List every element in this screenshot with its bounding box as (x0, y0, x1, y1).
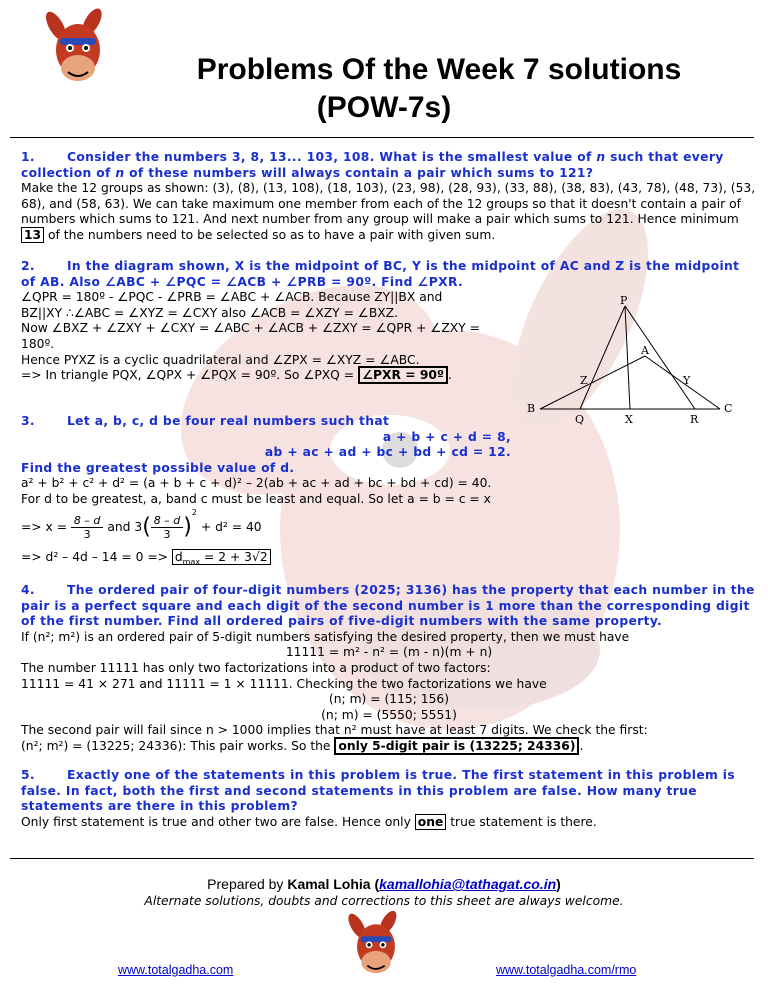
close-paren-icon: ) (183, 514, 192, 540)
line-pq (580, 306, 625, 409)
problem-3-answer-var: d (174, 549, 183, 564)
problem-4-line-8-text: (n²; m²) = (13225; 24336): This pair works. So the (21, 738, 335, 753)
problem-2-line-6-text: => In triangle PQX, ∠QPX + ∠PQX = 90º. So ∠PXQ = (21, 368, 358, 383)
problem-2-line-5: Hence PYXZ is a cyclic quadrilateral and ∠ZPX = ∠XYZ = ∠ABC. (21, 352, 420, 367)
problem-4-line-8 (21, 739, 757, 755)
footer-note: Alternate solutions, doubts and corrections to this sheet are always welcome. (144, 894, 624, 908)
page-subtitle: (POW-7s) (316, 91, 452, 124)
problem-2-line-2: BZ||XY ∴∠ABC = ∠XYZ = ∠CXY also ∠ACB = ∠XZY = ∠BXZ. (21, 305, 399, 320)
divider-bottom (10, 858, 754, 859)
problem-2-line-4: 180º. (21, 336, 55, 351)
problem-4-line-3: The number 11111 has only two factorizations into a product of two factors: (21, 660, 491, 675)
problem-5-answer (21, 815, 757, 831)
problem-3-line-2: For d to be greatest, a, band c must be least and equal. So let a = b = c = x (21, 491, 491, 506)
problem-1-question-text-a: Consider the numbers 3, 8, 13... 103, 108. What is the smallest value of (67, 150, 597, 164)
footer-link-home[interactable]: www.totalgadha.com (118, 963, 234, 977)
fraction-sq-denominator: 3 (163, 527, 171, 541)
problem-3-question (21, 414, 757, 476)
problem-4-line-7: The second pair will fail since n > 1000 implies that n² must have at least 7 digits. We check the first: (21, 723, 648, 738)
problem-4-question (21, 583, 757, 630)
footer-email-link[interactable]: kamallohia@tathagat.co.in (379, 876, 557, 892)
problem-1-answer-box: 13 (21, 227, 44, 243)
problem-2-line-6-end: . (447, 368, 452, 383)
footer-prepared-by: Prepared by (207, 876, 288, 892)
problem-4-line-6: (n; m) = (5550; 5551) (321, 707, 457, 722)
label-r: R (690, 413, 699, 426)
fraction-x-denominator: 3 (83, 527, 91, 541)
problem-3-answer-value: = 2 + 3√2 (200, 549, 268, 564)
fraction-x-numerator: 8 – d (71, 514, 103, 528)
problem-3-answer-box (172, 549, 271, 565)
problem-3 (21, 414, 757, 565)
problem-4-line-4: 11111 = 41 × 271 and 11111 = 1 × 11111. Checking the two factorizations we have (21, 676, 547, 691)
problem-3-line-3 (21, 508, 757, 544)
fraction-sq (151, 514, 183, 541)
problem-4-line-2: 11111 = m² - n² = (m - n)(m + n) (285, 645, 493, 660)
problem-1-var-n2: n (115, 165, 125, 180)
footer-credit (0, 876, 768, 892)
problem-4-line-8-end: . (579, 738, 584, 753)
problem-2-number: 2. (21, 259, 35, 273)
problem-1-question-text-c: of these numbers will always contain a pair which sums to 121? (124, 165, 594, 180)
label-q: Q (575, 413, 585, 426)
fraction-sq-numerator: 8 – d (151, 514, 183, 528)
problem-4-question-text: The ordered pair of four-digit numbers (2025; 3136) has the property that each number in the pair is a perfect square and each digit of the second number is 1 more than the corresponding digit of the first number. Find all ordered pairs of five-digit numbers with the same property. (21, 583, 755, 629)
problem-2-line-3: Now ∠BXZ + ∠ZXY + ∠CXY = ∠ABC + ∠ACB + ∠ZXY = ∠QPR + ∠ZXY = (21, 321, 480, 336)
footer-author: Kamal Lohia (287, 876, 371, 892)
label-x: X (625, 413, 633, 426)
problem-1-var-n: n (596, 150, 606, 164)
problem-1-question (21, 150, 757, 181)
problem-3-equation-1: a + b + c + d = 8, (382, 429, 511, 444)
label-p: P (620, 294, 628, 307)
problem-1-question-text-b: such that every collection of (21, 150, 724, 180)
problem-5-answer-text-b: true statement is there. (446, 814, 597, 829)
problem-1-answer-text-a: Make the 12 groups as shown: (3), (8), (13, 108), (18, 103), (23, 98), (28, 93), (33, 88), (38, 83), (43, 78), (48, 73), (53, 68), and (58, 63). We can take maximum one member from each of the 12 groups so that it doesn't contain a pair of numbers which sums to 121. And next number from any group will make a pair which sums to 121. Hence minimum (21, 181, 756, 227)
problem-2-line-1: ∠QPR = 180º - ∠PQC - ∠PRB = ∠ABC + ∠ACB. Because ZY||BX and (21, 290, 443, 305)
open-paren-icon: ( (142, 514, 151, 540)
triangle-diagram (520, 294, 760, 429)
footer-open-paren: ( (370, 876, 380, 892)
label-a: A (641, 344, 649, 357)
problem-5-number: 5. (21, 768, 35, 782)
problem-3-number: 3. (21, 414, 35, 428)
donkey-mascot-icon (345, 910, 407, 978)
problem-5-answer-text-a: Only first statement is true and other two are false. Hence only (21, 814, 415, 829)
fraction-x (71, 514, 103, 541)
line-px (625, 306, 630, 409)
problem-1-answer-text-b: of the numbers need to be selected so as to have a pair with given sum. (44, 227, 496, 242)
problem-3-question-text: Let a, b, c, d be four real numbers such that (67, 414, 390, 428)
problem-5 (21, 768, 757, 830)
problem-4-line-1: If (n²; m²) is an ordered pair of 5-digit numbers satisfying the desired property, then we must have (21, 629, 630, 644)
problem-2-question-text: In the diagram shown, X is the midpoint of BC, Y is the midpoint of AC and Z is the midpoint of AB. Also ∠ABC + ∠PQC = ∠ACB + ∠PRB = 90º. Find ∠PXR. (21, 259, 740, 289)
problem-5-question-text: Exactly one of the statements in this problem is true. The first statement in this problem is false. In fact, both the first and second statements in this problem are false. How many true statements are there in this problem? (21, 768, 736, 814)
divider-top (10, 137, 754, 138)
label-z: Z (580, 374, 588, 387)
problem-5-question (21, 768, 757, 815)
label-b: B (527, 402, 536, 415)
problem-3-answer-sub: max (182, 557, 201, 567)
label-y: Y (683, 374, 691, 387)
problem-3-equation-2: ab + ac + ad + bc + bd + cd = 12. (264, 445, 511, 460)
problem-3-line-1: a² + b² + c² + d² = (a + b + c + d)² – 2(ab + ac + ad + bc + bd + cd) = 40. (21, 476, 492, 491)
problem-5-answer-box: one (415, 814, 447, 830)
footer-close-paren: ) (556, 876, 561, 892)
problem-3-line-4-text: => d² – 4d – 14 = 0 => (21, 549, 172, 564)
footer-link-rmo[interactable]: www.totalgadha.com/rmo (496, 963, 637, 977)
page-title: Problems Of the Week 7 solutions (196, 53, 682, 86)
problem-3-line-3-pre: => x = (21, 519, 71, 534)
problem-3-answer (21, 476, 757, 565)
line-pr (625, 306, 695, 409)
problem-3-line-3-post: + d² = 40 (200, 519, 262, 534)
problem-1-answer (21, 181, 757, 243)
problem-4-line-5: (n; m) = (115; 156) (328, 692, 450, 707)
problem-4-number: 4. (21, 583, 35, 597)
problem-1 (21, 150, 757, 244)
problem-2-answer-box: ∠PXR = 90º (358, 366, 448, 384)
problem-3-question-end: Find the greatest possible value of d. (21, 460, 295, 475)
problem-4-answer (21, 630, 757, 755)
problem-2-question (21, 259, 757, 290)
problem-3-exponent: 2 (191, 508, 197, 518)
problem-1-number: 1. (21, 150, 35, 164)
label-c: C (724, 402, 733, 415)
problem-3-line-4 (21, 550, 757, 566)
problem-4 (21, 583, 757, 755)
problem-3-line-3-mid: and 3 (107, 519, 143, 534)
problem-4-answer-box: only 5-digit pair is (13225; 24336) (334, 737, 579, 755)
